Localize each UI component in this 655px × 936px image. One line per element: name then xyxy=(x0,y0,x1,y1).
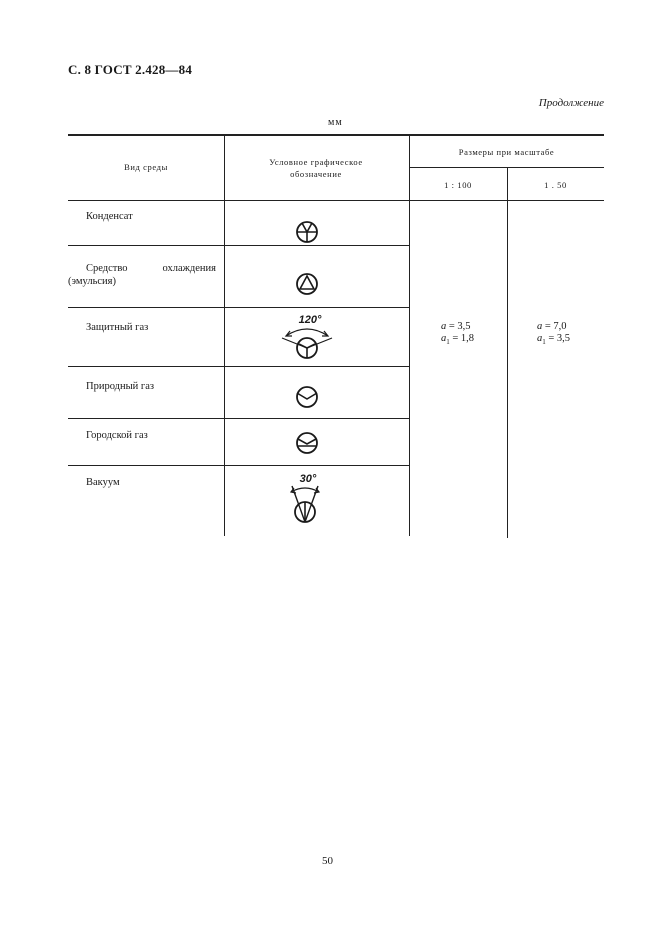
table-top-rule xyxy=(68,134,604,136)
header-sizes: Размеры при масштабе xyxy=(458,147,555,157)
size-a1-value: = 3,5 xyxy=(545,333,571,344)
row-label-coolant-word2: охлаждения xyxy=(162,263,216,274)
row-label-vacuum: Вакуум xyxy=(86,477,120,488)
vacuum-symbol-icon xyxy=(280,470,330,526)
size-a1-subscript: 1 xyxy=(446,338,450,347)
condensate-symbol-icon xyxy=(294,219,320,245)
header-medium: Вид среды xyxy=(124,162,168,172)
header-bottom-rule xyxy=(68,200,604,201)
coolant-symbol-icon xyxy=(294,271,320,297)
size-a-value: = 7,0 xyxy=(542,321,567,332)
row-label-city-gas: Городской газ xyxy=(86,430,148,441)
header-scale-50: 1 . 50 xyxy=(544,180,567,190)
units-label: мм xyxy=(328,117,343,128)
row-rule xyxy=(68,307,409,308)
column-rule xyxy=(409,134,410,536)
header-symbol: Условное графическое обозначение xyxy=(269,157,363,179)
sizes-scale-50 xyxy=(537,321,570,348)
size-a-var: a xyxy=(537,321,543,332)
sizes-scale-100 xyxy=(441,321,474,348)
row-rule xyxy=(68,366,409,367)
row-rule xyxy=(68,245,409,246)
shielding-gas-angle-label: 120° xyxy=(298,314,322,326)
city-gas-symbol-icon xyxy=(294,430,320,456)
size-a-var: a xyxy=(441,321,447,332)
document-header: С. 8 ГОСТ 2.428—84 xyxy=(68,62,193,77)
vacuum-angle-label: 30° xyxy=(299,473,317,485)
row-label-coolant xyxy=(86,262,216,275)
size-a1-value: = 1,8 xyxy=(449,333,475,344)
shielding-gas-symbol-icon xyxy=(274,310,340,362)
row-rule xyxy=(68,465,409,466)
row-label-condensate: Конденсат xyxy=(86,211,133,222)
size-a1-var: a xyxy=(441,333,447,344)
page-number: 50 xyxy=(322,855,333,867)
size-a1-var: a xyxy=(537,333,543,344)
row-label-shielding-gas: Защитный газ xyxy=(86,322,149,333)
continuation-label: Продолжение xyxy=(538,97,604,109)
size-a1-subscript: 1 xyxy=(542,338,546,347)
row-rule xyxy=(68,418,409,419)
column-rule xyxy=(224,134,225,536)
row-label-natural-gas: Природный газ xyxy=(86,381,155,392)
row-label-coolant-line2: (эмульсия) xyxy=(68,276,116,287)
column-rule xyxy=(507,167,508,538)
header-scale-100: 1 : 100 xyxy=(444,180,472,190)
row-label-coolant-word1: Средство xyxy=(86,263,128,274)
natural-gas-symbol-icon xyxy=(294,384,320,410)
size-a-value: = 3,5 xyxy=(446,321,471,332)
